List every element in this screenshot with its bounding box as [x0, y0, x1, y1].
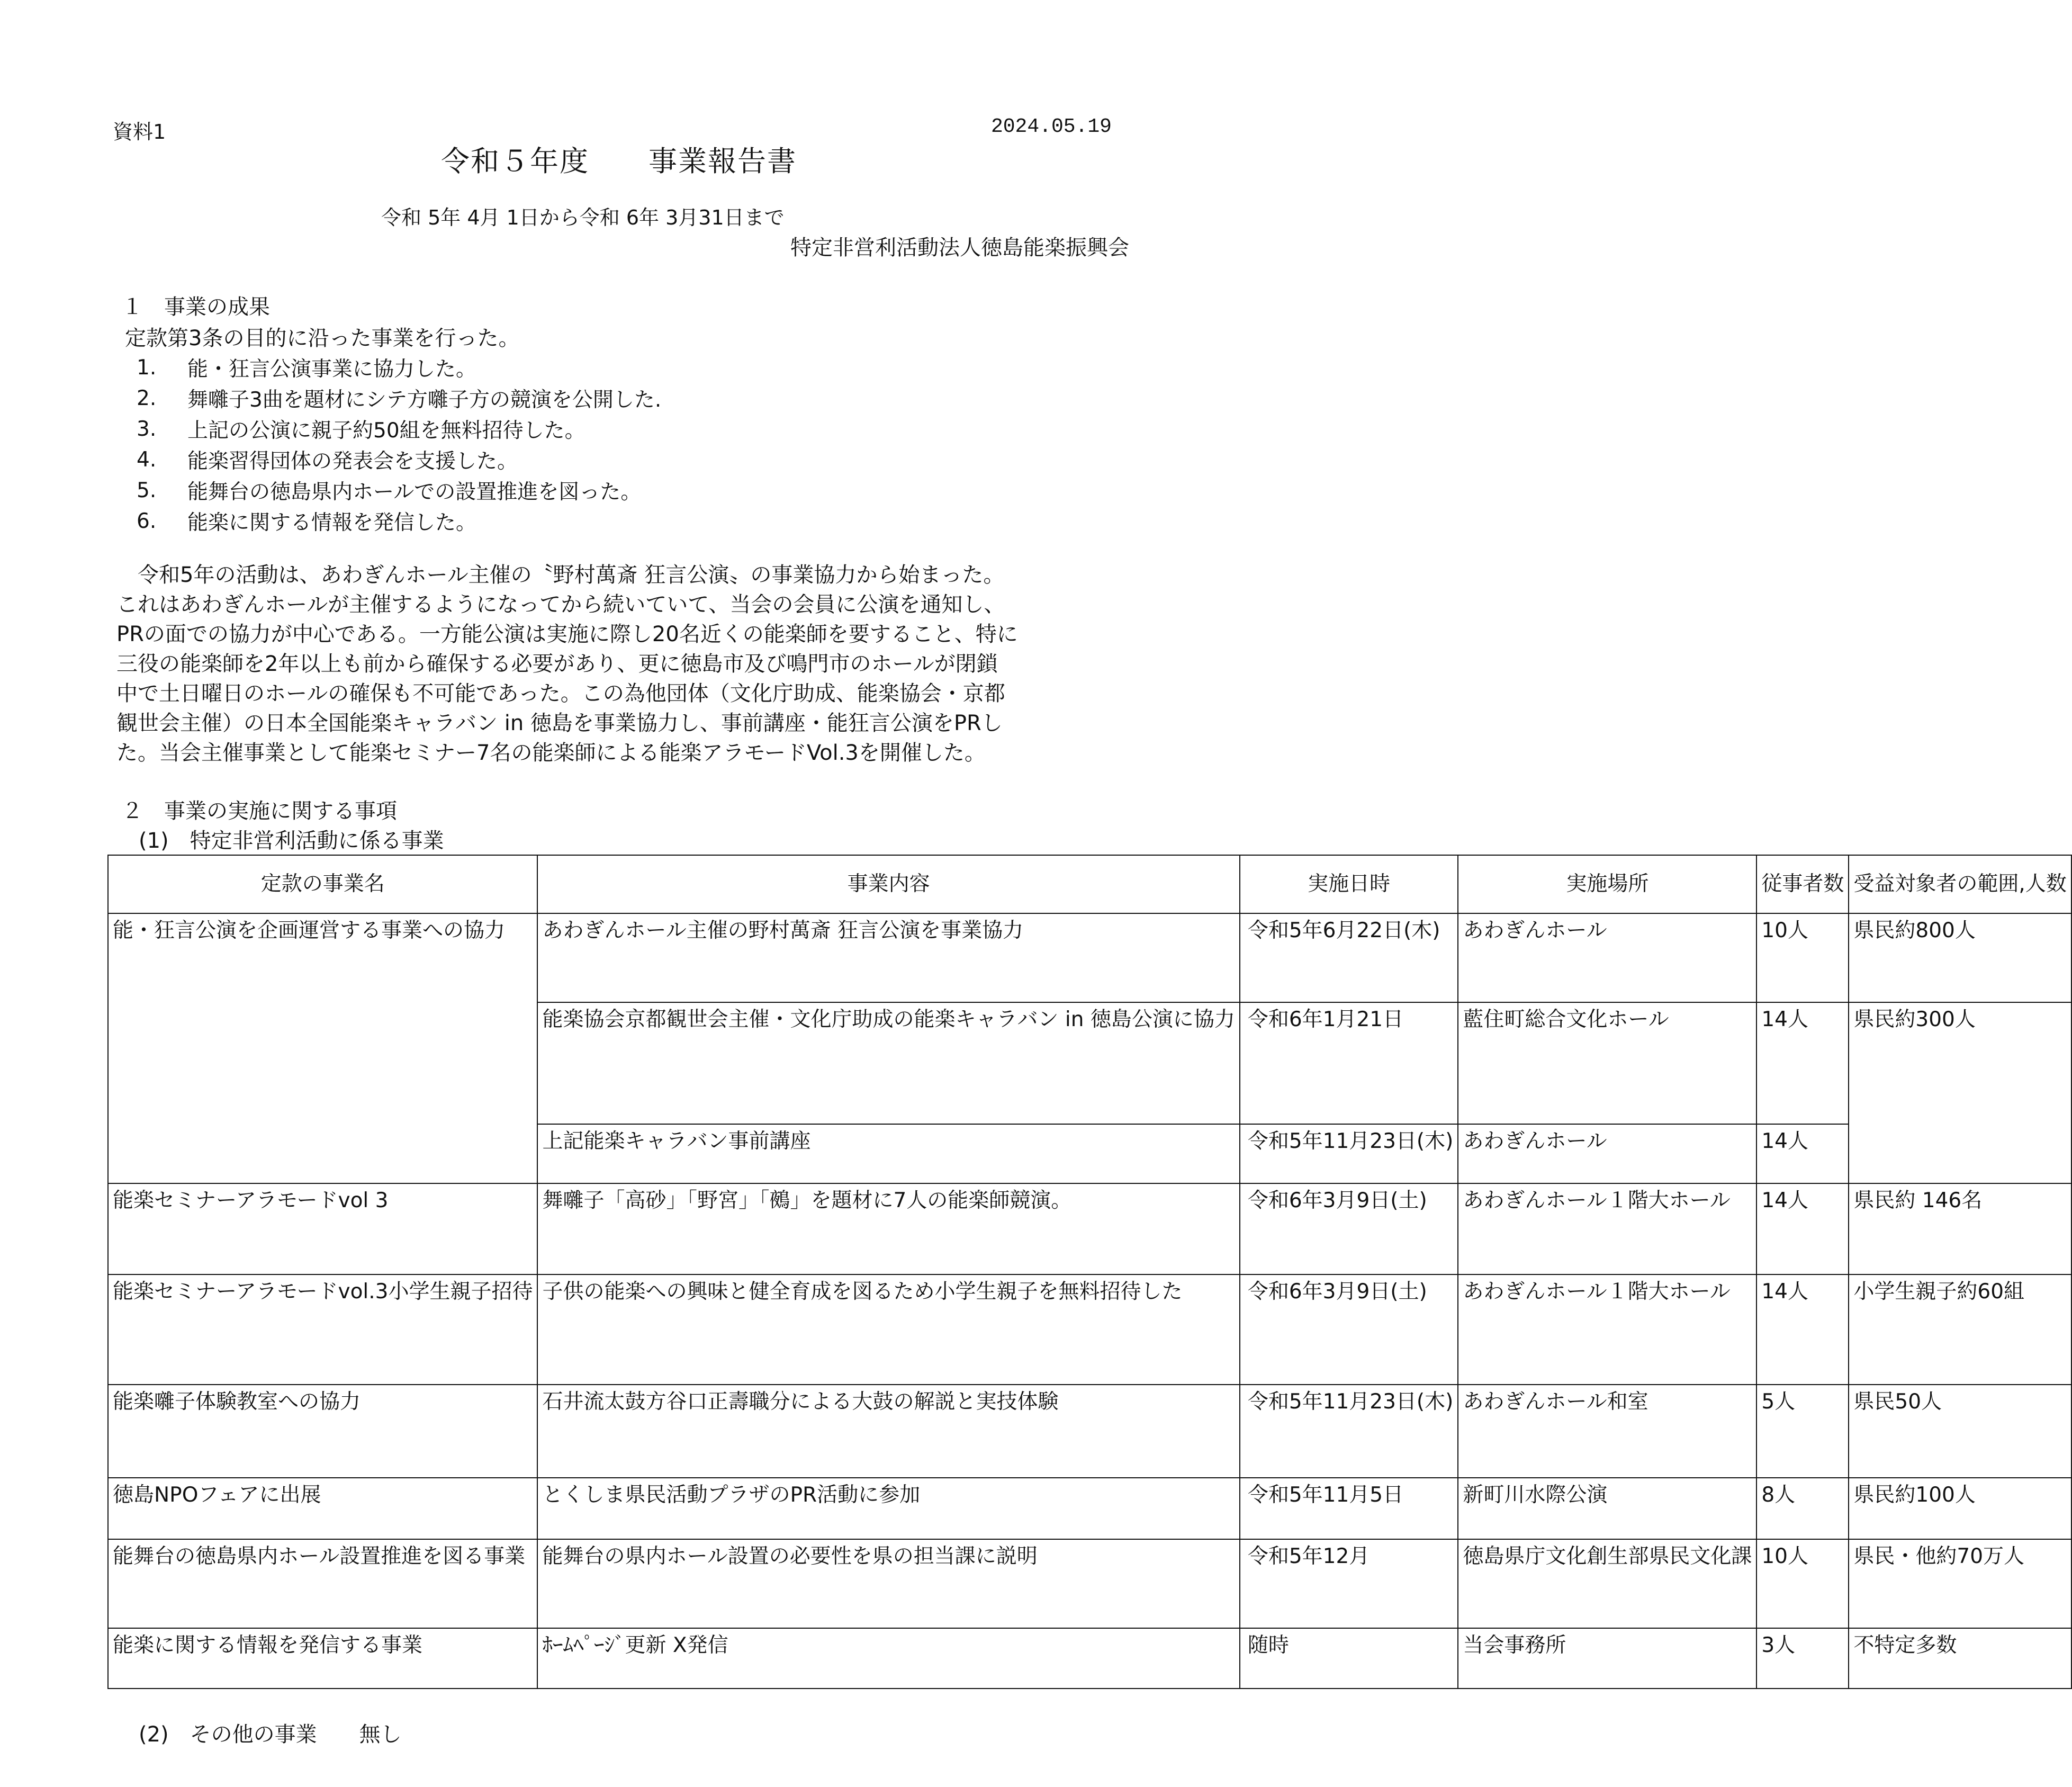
list-item-number: 6. — [137, 509, 157, 533]
narrative-line: 三役の能楽師を2年以上も前から確保する必要があり、更に徳島市及び鳴門市のホールが閉鎖 — [116, 652, 998, 676]
cell-content: 石井流太鼓方谷口正壽職分による大鼓の解説と実技体験 — [537, 1385, 1239, 1478]
cell-beneficiary: 県民50人 — [1849, 1385, 2071, 1478]
table-row — [108, 1478, 2071, 1539]
cell-date: 令和5年11月23日(木) — [1240, 1124, 1458, 1183]
table-row — [108, 1628, 2071, 1689]
table-row — [108, 1385, 2071, 1478]
column-header: 実施日時 — [1240, 855, 1458, 913]
cell-staff: 14人 — [1756, 1274, 1849, 1385]
cell-content: あわぎんホール主催の野村萬斎 狂言公演を事業協力 — [537, 913, 1239, 1002]
cell-beneficiary: 県民約 146名 — [1849, 1183, 2071, 1274]
cell-place: あわぎんホール和室 — [1458, 1385, 1756, 1478]
cell-content: 上記能楽キャラバン事前講座 — [537, 1124, 1239, 1183]
cell-staff: 3人 — [1756, 1628, 1849, 1689]
cell-date: 令和5年6月22日(木) — [1240, 913, 1458, 1002]
section2-heading: ２ 事業の実施に関する事項 — [122, 799, 397, 823]
cell-date: 令和5年11月23日(木) — [1240, 1385, 1458, 1478]
cell-business-name: 能舞台の徳島県内ホール設置推進を図る事業 — [108, 1539, 537, 1628]
column-header: 受益対象者の範囲,人数 — [1849, 855, 2071, 913]
column-header: 従事者数 — [1756, 855, 1849, 913]
list-item-text: 能舞台の徳島県内ホールでの設置推進を図った。 — [187, 480, 642, 504]
cell-place: 徳島県庁文化創生部県民文化課 — [1458, 1539, 1756, 1628]
list-item-text: 能・狂言公演事業に協力した。 — [187, 357, 477, 381]
document-label: 資料1 — [113, 120, 166, 143]
list-item-number: 4. — [137, 447, 157, 472]
cell-business-name: 能楽囃子体験教室への協力 — [108, 1385, 537, 1478]
cell-content: とくしま県民活動プラザのPR活動に参加 — [537, 1478, 1239, 1539]
cell-beneficiary: 県民約300人 — [1849, 1002, 2071, 1183]
cell-content: 舞囃子「高砂」「野宮」「鵺」を題材に7人の能楽師競演。 — [537, 1183, 1239, 1274]
section2-subheading-1: (1) 特定非営利活動に係る事業 — [139, 829, 444, 853]
cell-staff: 8人 — [1756, 1478, 1849, 1539]
narrative-line: 中で土日曜日のホールの確保も不可能であった。この為他団体（文化庁助成、能楽協会・京都 — [116, 681, 1005, 706]
cell-date: 令和6年3月9日(土) — [1240, 1183, 1458, 1274]
cell-staff: 14人 — [1756, 1124, 1849, 1183]
activities-table — [107, 855, 2072, 1689]
cell-staff: 14人 — [1756, 1002, 1849, 1124]
list-item — [137, 475, 661, 506]
cell-date: 令和6年1月21日 — [1240, 1002, 1458, 1124]
activities-table-container — [107, 855, 2072, 1689]
cell-content: 能楽協会京都観世会主催・文化庁助成の能楽キャラバン in 徳島公演に協力 — [537, 1002, 1239, 1124]
cell-beneficiary: 不特定多数 — [1849, 1628, 2071, 1689]
table-row — [108, 1183, 2071, 1274]
cell-date: 令和6年3月9日(土) — [1240, 1274, 1458, 1385]
cell-staff: 10人 — [1756, 913, 1849, 1002]
list-item-number: 3. — [137, 417, 157, 441]
cell-business-name: 能・狂言公演を企画運営する事業への協力 — [108, 913, 537, 1183]
list-item — [137, 352, 661, 383]
cell-staff: 10人 — [1756, 1539, 1849, 1628]
list-item — [137, 414, 661, 444]
cell-place: 当会事務所 — [1458, 1628, 1756, 1689]
document-title: 令和５年度 事業報告書 — [441, 145, 797, 178]
cell-place: あわぎんホール — [1458, 913, 1756, 1002]
cell-staff: 14人 — [1756, 1183, 1849, 1274]
column-header: 事業内容 — [537, 855, 1239, 913]
list-item-number: 1. — [137, 355, 157, 380]
narrative-line: た。当会主催事業として能楽セミナー7名の能楽師による能楽アラモードVol.3を開催した。 — [116, 741, 986, 765]
cell-business-name: 能楽セミナーアラモードvol 3 — [108, 1183, 537, 1274]
list-item-number: 5. — [137, 478, 157, 502]
cell-place: あわぎんホール１階大ホール — [1458, 1183, 1756, 1274]
list-item-text: 能楽習得団体の発表会を支援した。 — [187, 450, 518, 473]
cell-business-name: 能楽セミナーアラモードvol.3小学生親子招待 — [108, 1274, 537, 1385]
table-row — [108, 913, 2071, 1002]
cell-place: 藍住町総合文化ホール — [1458, 1002, 1756, 1124]
list-item-text: 上記の公演に親子約50組を無料招待した。 — [187, 419, 585, 443]
cell-place: あわぎんホール１階大ホール — [1458, 1274, 1756, 1385]
list-item-text: 能楽に関する情報を発信した。 — [187, 511, 477, 535]
narrative-line: これはあわぎんホールが主催するようになってから続いていて、当会の会員に公演を通知し、 — [116, 592, 1005, 617]
list-item-text: 舞囃子3曲を題材にシテ方囃子方の競演を公開した. — [187, 388, 662, 412]
table-header-row — [108, 855, 2071, 913]
list-item — [137, 444, 661, 475]
reporting-period: 令和 5年 4月 1日から令和 6年 3月31日まで — [381, 206, 785, 229]
list-item — [137, 383, 661, 414]
cell-business-name: 能楽に関する情報を発信する事業 — [108, 1628, 537, 1689]
cell-content: ﾎｰﾑﾍﾟｰｼﾞ更新 X発信 — [537, 1628, 1239, 1689]
narrative-line: 観世会主催）の日本全国能楽キャラバン in 徳島を事業協力し、事前講座・能狂言公演をPRし — [116, 711, 1003, 735]
cell-place: 新町川水際公演 — [1458, 1478, 1756, 1539]
cell-date: 随時 — [1240, 1628, 1458, 1689]
results-list — [137, 352, 661, 536]
narrative-line: PRの面での協力が中心である。一方能公演は実施に際し20名近くの能楽師を要すること、特に — [116, 622, 1018, 646]
column-header: 定款の事業名 — [108, 855, 537, 913]
column-header: 実施場所 — [1458, 855, 1756, 913]
cell-staff: 5人 — [1756, 1385, 1849, 1478]
document-date: 2024.05.19 — [990, 115, 1112, 138]
organization-name: 特定非営利活動法人徳島能楽振興会 — [790, 236, 1129, 260]
section1-intro: 定款第3条の目的に沿った事業を行った。 — [125, 326, 520, 351]
narrative-line: 令和5年の活動は、あわぎんホール主催の〝野村萬斎 狂言公演〟の事業協力から始まった。 — [116, 563, 1005, 587]
cell-business-name: 徳島NPOフェアに出展 — [108, 1478, 537, 1539]
table-row — [108, 1274, 2071, 1385]
activity-narrative — [116, 560, 1133, 768]
list-item-number: 2. — [137, 386, 157, 410]
table-row — [108, 1539, 2071, 1628]
cell-beneficiary: 県民約100人 — [1849, 1478, 2071, 1539]
section1-heading: １ 事業の成果 — [122, 295, 270, 319]
cell-date: 令和5年12月 — [1240, 1539, 1458, 1628]
list-item — [137, 506, 661, 536]
cell-date: 令和5年11月5日 — [1240, 1478, 1458, 1539]
cell-beneficiary: 小学生親子約60組 — [1849, 1274, 2071, 1385]
section2-subheading-2: (2) その他の事業 無し — [139, 1722, 402, 1747]
cell-place: あわぎんホール — [1458, 1124, 1756, 1183]
cell-beneficiary: 県民約800人 — [1849, 913, 2071, 1002]
cell-content: 子供の能楽への興味と健全育成を図るため小学生親子を無料招待した — [537, 1274, 1239, 1385]
cell-beneficiary: 県民・他約70万人 — [1849, 1539, 2071, 1628]
cell-content: 能舞台の県内ホール設置の必要性を県の担当課に説明 — [537, 1539, 1239, 1628]
